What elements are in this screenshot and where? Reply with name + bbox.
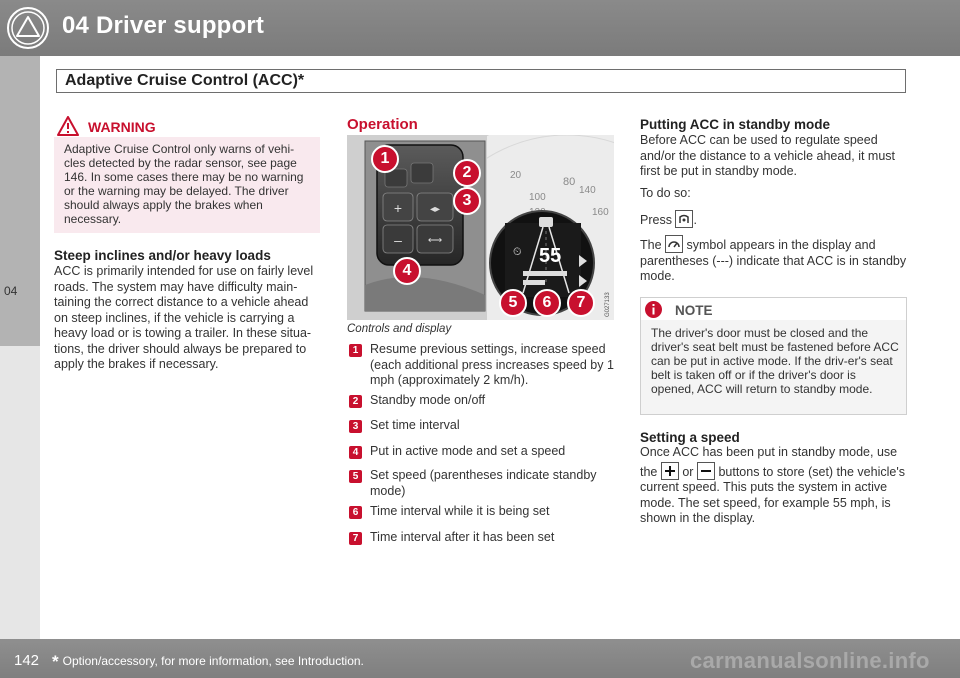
gauge-number-100: 100	[529, 192, 546, 203]
footnote-text: Option/accessory, for more information, see Introduction.	[62, 654, 364, 668]
footnote	[52, 652, 364, 672]
or-text: or	[682, 465, 694, 479]
legend-marker: 2	[349, 395, 362, 408]
legend-text: Time interval after it has been set	[370, 530, 555, 544]
callout-6: 6	[533, 289, 561, 317]
figure-caption: Controls and display	[347, 323, 452, 335]
chapter-side-tab: 04	[4, 284, 18, 298]
the-text: the	[640, 465, 658, 479]
setting-paragraph-1: Once ACC has been put in standby mode, use	[640, 445, 898, 459]
callout-3: 3	[453, 187, 481, 215]
callout-5: 5	[499, 289, 527, 317]
legend-marker: 4	[349, 446, 362, 459]
warning-text: Adaptive Cruise Control only warns of vehi-cles detected by the radar sensor, see page 146. In some cases there may be no warning or the warning may be delayed. The driver should always apply the brakes when necessary.	[64, 142, 304, 226]
warning-triangle-icon	[6, 6, 50, 50]
steep-inclines-heading: Steep inclines and/or heavy loads	[54, 248, 271, 263]
section-title: Adaptive Cruise Control (ACC)*	[65, 72, 305, 89]
legend-text: Put in active mode and set a speed	[370, 444, 566, 458]
legend-marker: 1	[349, 344, 362, 357]
warning-box	[54, 115, 320, 233]
note-title: NOTE	[675, 303, 713, 318]
svg-text:+: +	[393, 200, 403, 216]
note-text: The driver's door must be closed and the driver's seat belt must be fastened before ACC can be put in active mode. If the driv-er's seat belt is taken off or if the driver's door is opened, ACC will return to standby mode.	[651, 326, 899, 396]
note-header	[641, 298, 906, 320]
acc-symbol-icon	[665, 235, 683, 253]
standby-heading: Putting ACC in standby mode	[640, 117, 830, 132]
legend-item-1	[349, 342, 615, 387]
standby-paragraph-1: Before ACC can be used to regulate speed and/or the distance to a vehicle ahead, it must first be put in standby mode.	[640, 133, 896, 178]
svg-text:–: –	[394, 232, 402, 248]
chapter-title: 04 Driver support	[62, 12, 265, 39]
svg-text:◂▸: ◂▸	[429, 204, 441, 215]
minus-button-icon	[697, 462, 715, 480]
callout-2: 2	[453, 159, 481, 187]
callout-7: 7	[567, 289, 595, 317]
chapter-header-bar	[0, 0, 960, 56]
svg-text:⏲: ⏲	[513, 245, 522, 258]
chapter-side-strip	[0, 56, 40, 346]
standby-paragraph-2: To do so:	[640, 186, 691, 200]
svg-text:⟷: ⟷	[427, 235, 443, 246]
plus-button-icon	[661, 462, 679, 480]
operation-heading: Operation	[347, 116, 418, 133]
press-period: .	[693, 213, 697, 227]
legend-marker: 3	[349, 420, 362, 433]
standby-button-icon	[675, 210, 693, 228]
gauge-number-80: 80	[563, 176, 576, 188]
footnote-star: *	[52, 652, 59, 671]
section-title-box	[56, 69, 906, 93]
warning-title: WARNING	[88, 119, 156, 135]
legend-marker: 6	[349, 506, 362, 519]
callout-1: 1	[371, 145, 399, 173]
setting-speed-heading: Setting a speed	[640, 430, 740, 445]
figure-code: G027133	[605, 292, 611, 317]
setting-paragraph-3: current speed. This puts the system in active mode. The set speed, for example 55 mph, is shown in the display.	[640, 480, 891, 525]
note-box	[640, 297, 907, 415]
controls-display-figure	[347, 135, 614, 320]
legend-text: Standby mode on/off	[370, 393, 486, 407]
warning-header	[54, 115, 320, 137]
legend-text: Resume previous settings, increase speed (each additional press increases speed by 1 mph (approximately 2 km/h).	[370, 342, 614, 387]
gauge-number-140: 140	[579, 185, 596, 196]
legend-item-7	[349, 530, 615, 570]
legend-text: Set speed (parentheses indicate standby mode)	[370, 468, 597, 498]
callout-4: 4	[393, 257, 421, 285]
legend-text: Set time interval	[370, 418, 460, 432]
steep-inclines-text: ACC is primarily intended for use on fairly level roads. The system may have difficulty main-taining the correct distance to a vehicle ahead on steep inclines, if the vehicle is carrying a heavy load or is towing a trailer. In these situa-tions, the driver should always be prepared to apply the brakes if necessary.	[54, 264, 314, 371]
page-number: 142	[14, 652, 40, 669]
gauge-number-160: 160	[592, 207, 609, 218]
legend-item-5	[349, 468, 615, 508]
display-speed: 55	[539, 245, 562, 267]
standby-paragraph-3	[640, 210, 697, 229]
press-text: Press	[640, 213, 672, 227]
legend-text: Time interval while it is being set	[370, 504, 550, 518]
legend-marker: 5	[349, 470, 362, 483]
symbol-prefix: The	[640, 238, 662, 252]
buttons-text: buttons to store (set) the vehicle's	[718, 465, 905, 479]
standby-paragraph-4	[640, 235, 910, 285]
warning-icon	[57, 116, 79, 136]
symbol-suffix: symbol appears in the display and parentheses (---) indicate that ACC is in standby mode.	[640, 238, 907, 283]
info-icon	[644, 300, 663, 319]
side-strip-lower	[0, 346, 40, 639]
gauge-number-20: 20	[510, 170, 522, 181]
setting-paragraph-2	[640, 462, 910, 481]
legend-marker: 7	[349, 532, 362, 545]
watermark: carmanualsonline.info	[690, 648, 930, 673]
